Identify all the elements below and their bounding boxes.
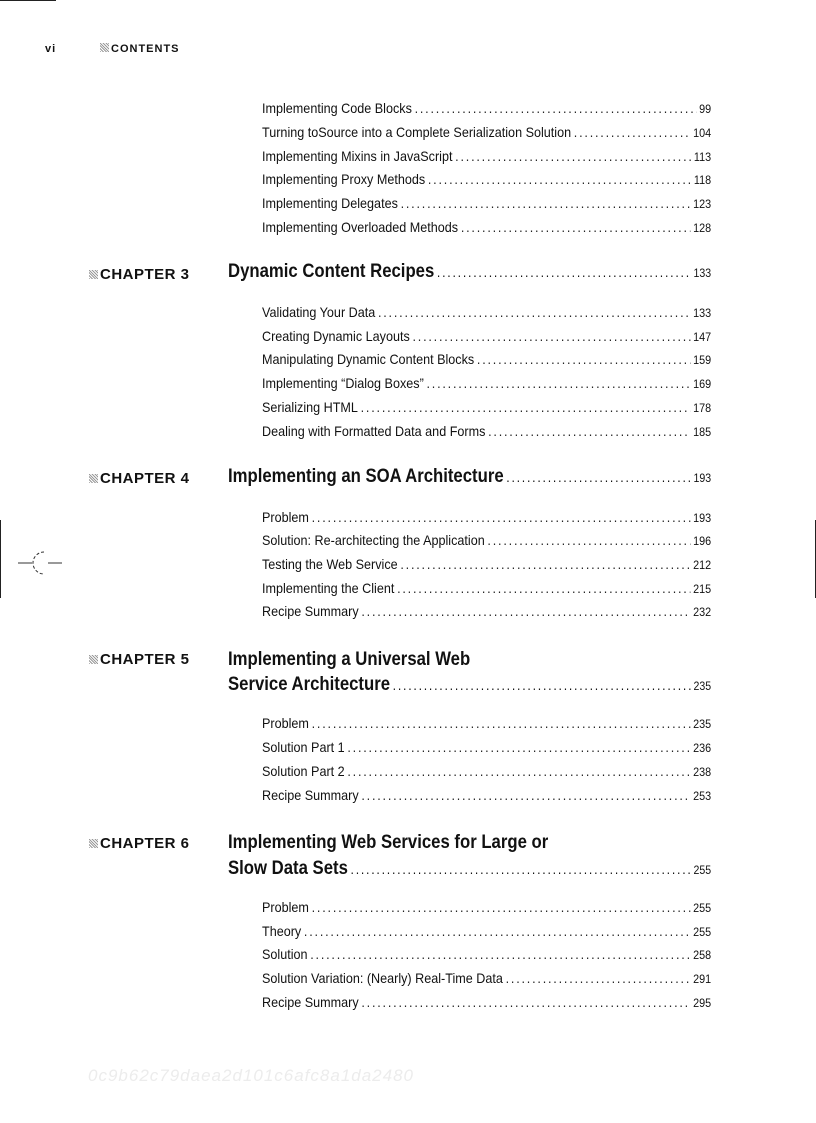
toc-entry[interactable]: Solution: Re-architecting the Application ..... 196	[262, 530, 711, 550]
toc-entry[interactable]: Problem ..... 235	[262, 713, 711, 733]
square-bullet-icon	[89, 474, 98, 483]
watermark-hash: 0c9b62c79daea2d101c6afc8a1da2480	[88, 1066, 414, 1085]
dot-leader	[506, 469, 691, 485]
toc-entry[interactable]: Creating Dynamic Layouts ..... 147	[262, 326, 711, 346]
dot-leader	[412, 326, 690, 346]
toc-entry[interactable]: Implementing “Dialog Boxes” ..... 169	[262, 373, 711, 393]
toc-entry[interactable]: Problem ..... 255	[262, 897, 711, 917]
toc-entry[interactable]: Turning toSource into a Complete Serialization Solution ..... 104	[262, 122, 711, 142]
chapter-title-link[interactable]: Implementing an SOA Architecture ..... 193	[228, 466, 711, 492]
dot-leader	[401, 193, 691, 213]
dot-leader	[487, 530, 690, 550]
square-bullet-icon	[89, 270, 98, 279]
dot-leader	[361, 992, 690, 1012]
chapter-title: Implementing Web Services for Large or	[228, 832, 549, 853]
toc-entry[interactable]: Recipe Summary ..... 253	[262, 785, 711, 805]
toc-entry[interactable]: Dealing with Formatted Data and Forms ..... 185	[262, 421, 711, 441]
chapter-title-link[interactable]: Dynamic Content Recipes ..... 133	[228, 261, 711, 287]
dot-leader	[347, 761, 690, 781]
dot-leader	[312, 713, 691, 733]
chapter-label: CHAPTER 6	[89, 835, 190, 852]
toc-entry[interactable]: Implementing Delegates ..... 123	[262, 193, 711, 213]
toc-entry[interactable]: Solution Part 1 ..... 236	[262, 737, 711, 757]
toc-entry[interactable]: Testing the Web Service ..... 212	[262, 554, 711, 574]
dot-leader	[437, 264, 691, 280]
dot-leader	[574, 122, 691, 142]
dot-leader	[351, 861, 691, 877]
dot-leader	[397, 578, 690, 598]
square-bullet-icon	[100, 43, 109, 52]
toc-entry[interactable]: Implementing Code Blocks ..... 99	[262, 98, 711, 118]
dot-leader	[310, 944, 690, 964]
chapter-label: CHAPTER 5	[89, 651, 190, 668]
toc-entry[interactable]: Serializing HTML ..... 178	[262, 397, 711, 417]
running-head-title: CONTENTS	[100, 43, 180, 55]
dot-leader	[477, 349, 690, 369]
dot-leader	[378, 302, 690, 322]
chapter-label: CHAPTER 3	[89, 266, 190, 283]
crop-mark-left	[0, 520, 1, 598]
dot-leader	[506, 968, 691, 988]
dot-leader	[461, 217, 691, 237]
dot-leader	[428, 169, 691, 189]
dot-leader	[361, 601, 690, 621]
crop-mark-top	[0, 0, 56, 1]
toc-entry[interactable]: Solution Variation: (Nearly) Real-Time Data ..... 291	[262, 968, 711, 988]
toc-entry[interactable]: Recipe Summary ..... 295	[262, 992, 711, 1012]
dot-leader	[361, 397, 691, 417]
dot-leader	[426, 373, 690, 393]
toc-entry[interactable]: Implementing Mixins in JavaScript ..... 113	[262, 146, 711, 166]
dot-leader	[304, 921, 690, 941]
toc-entry[interactable]: Recipe Summary ..... 232	[262, 601, 711, 621]
toc-entry[interactable]: Implementing Proxy Methods ..... 118	[262, 169, 711, 189]
square-bullet-icon	[89, 839, 98, 848]
dot-leader	[400, 554, 690, 574]
chapter-title-link[interactable]: Slow Data Sets ..... 255	[228, 858, 711, 884]
chapter-title: Implementing a Universal Web	[228, 649, 471, 670]
dot-leader	[312, 507, 691, 527]
toc-entry[interactable]: Theory ..... 255	[262, 921, 711, 941]
dot-leader	[312, 897, 691, 917]
toc-entry[interactable]: Implementing the Client ..... 215	[262, 578, 711, 598]
toc-entry[interactable]: Manipulating Dynamic Content Blocks ..... 159	[262, 349, 711, 369]
toc-entry[interactable]: Implementing Overloaded Methods ..... 128	[262, 217, 711, 237]
dot-leader	[347, 737, 690, 757]
chapter-title-link[interactable]: Service Architecture ..... 235	[228, 674, 711, 700]
square-bullet-icon	[89, 655, 98, 664]
toc-entry[interactable]: Validating Your Data ..... 133	[262, 302, 711, 322]
dot-leader	[415, 98, 697, 118]
dot-leader	[488, 421, 690, 441]
page-number: vi	[45, 43, 57, 55]
dot-leader	[393, 677, 691, 693]
dot-leader	[361, 785, 690, 805]
dot-leader	[455, 146, 691, 166]
toc-entry[interactable]: Solution Part 2 ..... 238	[262, 761, 711, 781]
toc-entry[interactable]: Problem ..... 193	[262, 507, 711, 527]
running-head	[0, 43, 816, 59]
toc-entry[interactable]: Solution ..... 258	[262, 944, 711, 964]
registration-mark-icon	[18, 546, 62, 580]
chapter-label: CHAPTER 4	[89, 470, 190, 487]
